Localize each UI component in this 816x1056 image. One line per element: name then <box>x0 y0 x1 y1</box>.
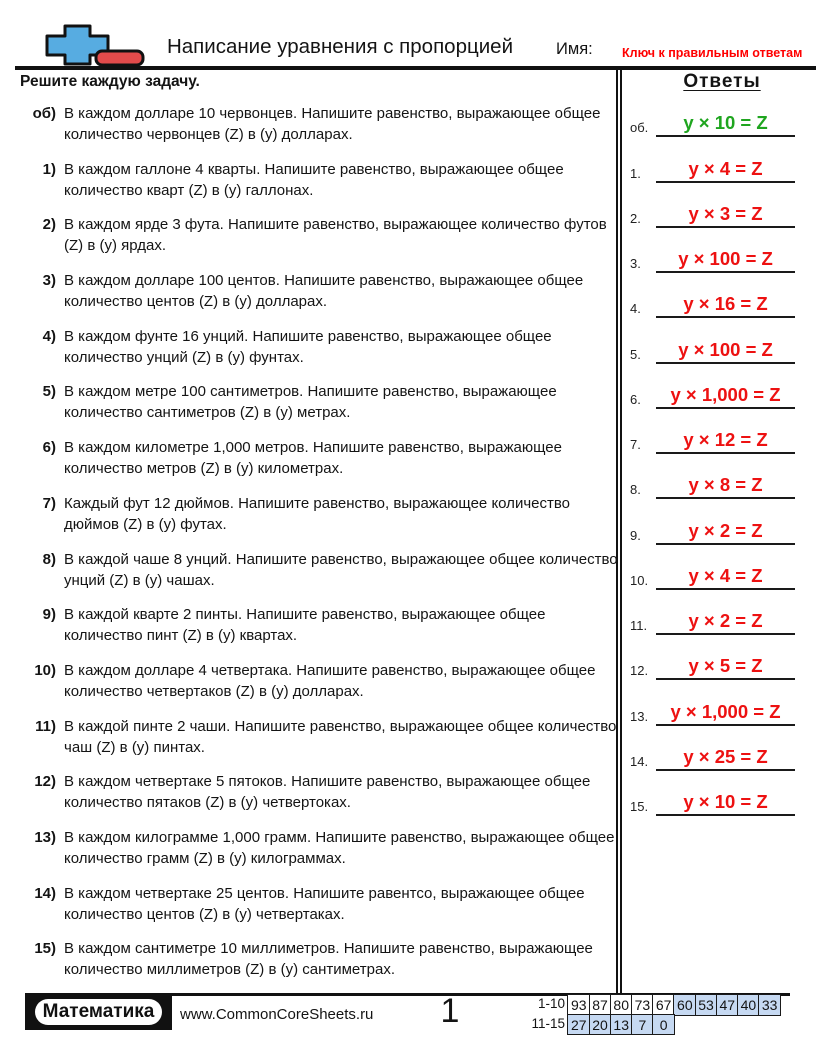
answers-title: Ответы <box>683 71 761 92</box>
problem-number: 13) <box>34 828 56 846</box>
problem-item <box>20 326 618 368</box>
problems-list <box>20 103 618 994</box>
score-cell: 0 <box>652 1014 675 1036</box>
problem-text: В каждом долларе 4 четвертака. Напишите равенство, выражающее общее количество четвертаков (Z) в (y) долларах. <box>64 661 596 700</box>
answer-value: y × 2 = Z <box>688 519 763 541</box>
score-cell: 27 <box>567 1014 590 1036</box>
answer-number: 14. <box>630 753 649 769</box>
answer-row <box>628 273 798 318</box>
problem-number: 14) <box>34 884 56 902</box>
answer-number: 12. <box>630 663 649 679</box>
answer-row <box>628 454 798 499</box>
answer-number: 15. <box>630 799 649 815</box>
answer-key-label: Ключ к правильным ответам <box>622 46 803 60</box>
answer-row <box>628 726 798 771</box>
problem-text: В каждой чаше 8 унций. Напишите равенство, выражающее общее количество унций (Z) в (y) чашах. <box>64 550 618 589</box>
score-cell: 13 <box>610 1014 633 1036</box>
answers-list <box>628 92 798 816</box>
answer-value: y × 3 = Z <box>688 202 763 224</box>
problem-item <box>20 771 618 813</box>
answer-value: y × 2 = Z <box>688 610 763 632</box>
score-row-label: 1-10 <box>537 996 565 1011</box>
answer-number: 5. <box>630 346 641 362</box>
problem-text: В каждом долларе 10 червонцев. Напишите равенство, выражающее общее количество червонцев (Z) в (y) долларах. <box>64 105 601 143</box>
answer-number: 1. <box>630 165 641 181</box>
problem-text: В каждом галлоне 4 кварты. Напишите равенство, выражающее общее количество кварт (Z) в (y) галлонах. <box>64 160 564 199</box>
score-cell: 53 <box>695 994 718 1016</box>
problem-item <box>20 883 618 925</box>
score-cell: 20 <box>589 1014 612 1036</box>
problem-number: 6) <box>42 439 56 457</box>
problem-item <box>20 214 618 256</box>
page-number: 1 <box>440 992 460 1030</box>
problem-number: 2) <box>42 216 56 234</box>
problem-number: 11) <box>35 717 56 735</box>
problem-text: В каждом ярде 3 фута. Напишите равенство, выражающее количество футов (Z) в (y) ярдах. <box>64 216 607 255</box>
answer-value: y × 100 = Z <box>678 248 773 270</box>
score-cell: 87 <box>589 994 612 1016</box>
answer-row <box>628 92 798 137</box>
problem-text: В каждом фунте 16 унций. Напишите равенство, выражающее общее количество унций (Z) в (y) фунтах. <box>64 327 552 366</box>
instructions-text: Решите каждую задачу. <box>20 73 200 90</box>
problem-item <box>20 103 618 145</box>
problem-text: В каждом метре 100 сантиметров. Напишите равенство, выражающее количество сантиметров (Z) в (y) метрах. <box>64 383 557 422</box>
problem-item <box>20 660 618 702</box>
answer-row <box>628 228 798 273</box>
problem-number: 5) <box>42 383 56 401</box>
answer-number: об. <box>630 120 649 136</box>
answer-row <box>628 137 798 182</box>
problem-text: В каждом килограмме 1,000 грамм. Напишите равенство, выражающее общее количество грамм (Z) в (y) килограммах. <box>64 828 615 867</box>
problem-number: 8) <box>42 550 56 568</box>
problem-number: 15) <box>34 940 56 958</box>
score-table <box>527 994 781 1035</box>
problem-item <box>20 549 618 591</box>
problem-item <box>20 716 618 758</box>
problem-text: В каждом долларе 100 центов. Напишите равенство, выражающее общее количество центов (Z) в (y) долларах. <box>64 272 584 311</box>
answer-value: y × 4 = Z <box>688 157 763 179</box>
answer-row <box>628 409 798 454</box>
score-cell: 40 <box>737 994 760 1016</box>
problem-item <box>20 381 618 423</box>
answer-value: y × 8 = Z <box>688 474 763 496</box>
score-cell: 33 <box>758 994 781 1016</box>
plus-minus-icon <box>45 24 145 68</box>
problem-item <box>20 437 618 479</box>
answer-value: y × 16 = Z <box>683 293 768 315</box>
answer-number: 9. <box>630 527 641 543</box>
answer-row <box>628 364 798 409</box>
answer-value: y × 100 = Z <box>678 338 773 360</box>
answer-number: 7. <box>630 437 641 453</box>
answer-number: 6. <box>630 391 641 407</box>
score-cell: 67 <box>652 994 675 1016</box>
answer-row <box>628 499 798 544</box>
score-cell: 7 <box>631 1014 654 1036</box>
problem-item <box>20 604 618 646</box>
page-title: Написание уравнения с пропорцией <box>166 35 514 58</box>
score-row <box>527 1014 781 1036</box>
score-row <box>527 994 781 1016</box>
answer-row <box>628 545 798 590</box>
answer-value: y × 1,000 = Z <box>670 383 781 405</box>
answer-row <box>628 635 798 680</box>
score-row-label: 11-15 <box>531 1015 565 1031</box>
answer-row <box>628 590 798 635</box>
answer-number: 11. <box>630 618 648 634</box>
score-cell: 80 <box>610 994 633 1016</box>
column-divider <box>616 70 622 993</box>
score-cell: 73 <box>631 994 654 1016</box>
problem-item <box>20 159 618 201</box>
problem-item <box>20 827 618 869</box>
answer-value: y × 4 = Z <box>688 564 763 586</box>
problem-text: В каждом четвертаке 5 пятоков. Напишите равенство, выражающее общее количество пятаков (Z) в (y) четвертоках. <box>64 773 591 812</box>
answer-number: 8. <box>630 482 641 498</box>
score-cell: 60 <box>673 994 696 1016</box>
site-url: www.CommonCoreSheets.ru <box>180 1006 374 1023</box>
problem-number: 9) <box>42 606 56 624</box>
score-cell: 93 <box>567 994 590 1016</box>
answer-number: 4. <box>630 301 641 317</box>
answer-row <box>628 318 798 363</box>
answer-row <box>628 680 798 725</box>
problem-number: 1) <box>42 160 56 178</box>
problem-text: В каждой пинте 2 чаши. Напишите равенство, выражающее общее количество чаш (Z) в (y) пинтах. <box>64 717 617 756</box>
brand-label: Математика <box>35 999 163 1025</box>
header-rule <box>15 66 816 70</box>
problem-number: 7) <box>42 494 56 512</box>
problem-text: В каждом километре 1,000 метров. Напишите равенство, выражающее количество метров (Z) в (y) километрах. <box>64 439 562 478</box>
score-cell: 47 <box>716 994 739 1016</box>
brand-badge <box>25 993 172 1030</box>
problem-number: 3) <box>42 272 56 290</box>
problem-text: В каждой кварте 2 пинты. Напишите равенство, выражающее общее количество пинт (Z) в (y) квартах. <box>64 606 546 645</box>
problem-text: В каждом четвертаке 25 центов. Напишите равентсо, выражающее общее количество центов (Z) в (y) четвертаках. <box>64 884 585 923</box>
answer-number: 2. <box>630 210 641 226</box>
answer-row <box>628 183 798 228</box>
problem-item <box>20 938 618 980</box>
answer-number: 3. <box>630 256 641 272</box>
answer-value: y × 12 = Z <box>683 429 768 451</box>
problem-number: 4) <box>42 327 56 345</box>
name-label: Имя: <box>556 40 593 58</box>
problem-number: 12) <box>34 773 56 791</box>
answer-value: y × 5 = Z <box>688 655 763 677</box>
answer-blank-line <box>656 814 795 816</box>
answer-row <box>628 771 798 816</box>
answer-number: 10. <box>630 572 649 588</box>
answer-value: y × 25 = Z <box>683 745 768 767</box>
problem-item <box>20 270 618 312</box>
answer-value: y × 1,000 = Z <box>670 700 781 722</box>
problem-text: В каждом сантиметре 10 миллиметров. Напишите равенство, выражающее количество миллиметров (Z) в (y) сантиметрах. <box>64 940 593 979</box>
problem-number: об) <box>32 105 56 122</box>
problem-number: 10) <box>34 661 56 679</box>
answer-value: y × 10 = Z <box>683 112 768 134</box>
answer-number: 13. <box>630 708 649 724</box>
problem-item <box>20 493 618 535</box>
problem-text: Каждый фут 12 дюймов. Напишите равенство, выражающее количество дюймов (Z) в (y) футах. <box>64 494 570 533</box>
answer-value: y × 10 = Z <box>683 791 768 813</box>
